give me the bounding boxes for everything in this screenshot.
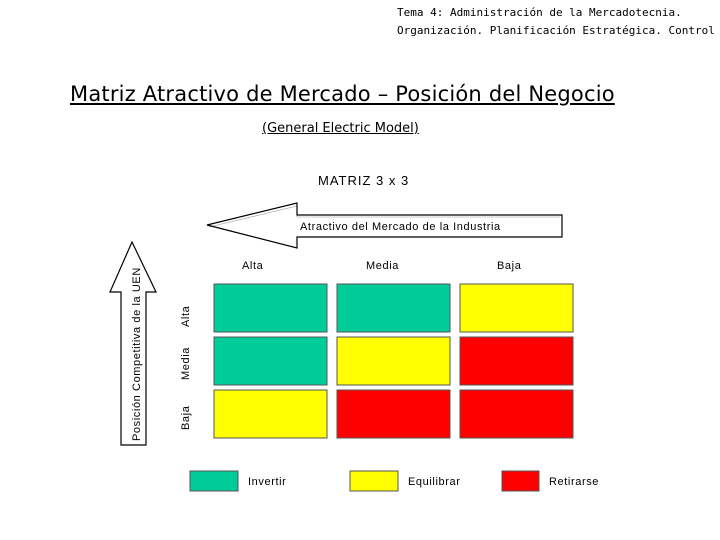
legend-swatch-equilibrar [350, 471, 398, 491]
col-label-alta: Alta [242, 260, 264, 272]
cell-baja-alta [214, 390, 327, 438]
legend-label-retirarse: Retirarse [549, 476, 600, 488]
slide-subtitle: (General Electric Model) [262, 121, 419, 136]
market-attractiveness-label: Atractivo del Mercado de la Industria [300, 221, 501, 233]
cell-alta-media [337, 284, 450, 332]
legend-label-equilibrar: Equilibrar [408, 476, 461, 488]
legend-swatch-retirarse [502, 471, 539, 491]
col-label-media: Media [366, 260, 399, 272]
cell-media-alta [214, 337, 327, 385]
row-label-alta: Alta [180, 305, 192, 327]
cell-media-media [337, 337, 450, 385]
row-label-media: Media [180, 347, 192, 380]
matrix-title: MATRIZ 3 x 3 [318, 173, 410, 188]
col-label-baja: Baja [497, 260, 522, 272]
competitive-position-label: Posición Competitiva de la UEN [131, 267, 143, 441]
row-label-baja: Baja [180, 405, 192, 430]
legend-label-invertir: Invertir [248, 476, 287, 488]
cell-alta-baja [460, 284, 573, 332]
cell-media-baja [460, 337, 573, 385]
legend-swatch-invertir [190, 471, 238, 491]
header-line-1: Tema 4: Administración de la Mercadotecnia. [397, 6, 682, 19]
cell-baja-baja [460, 390, 573, 438]
cell-baja-media [337, 390, 450, 438]
cell-alta-alta [214, 284, 327, 332]
header-line-2: Organización. Planificación Estratégica. Control [397, 24, 715, 37]
slide-title: Matriz Atractivo de Mercado – Posición del Negocio [70, 82, 615, 106]
